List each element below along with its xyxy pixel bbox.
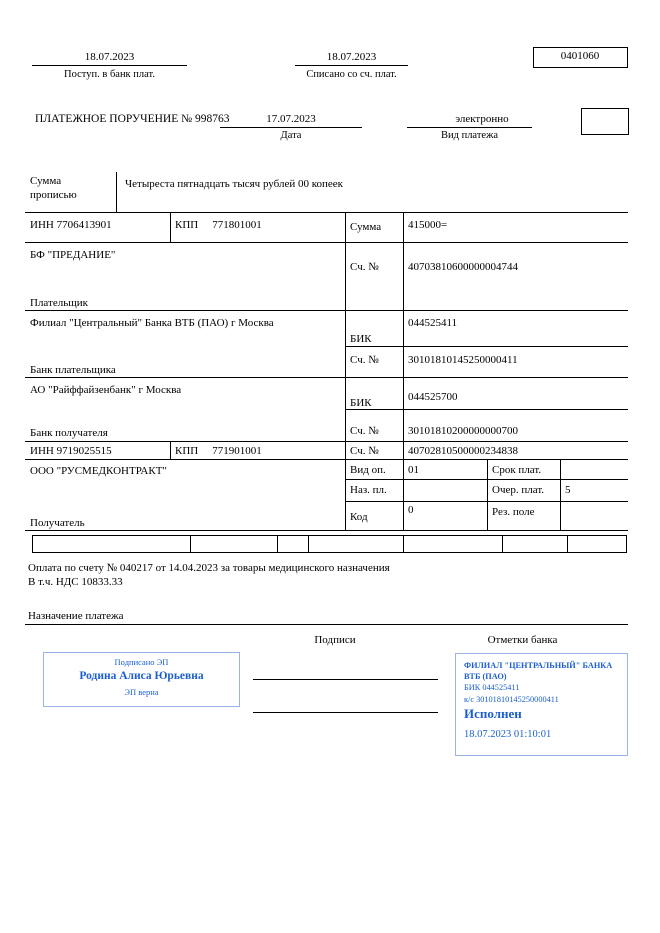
- res-field-label: Рез. поле: [492, 506, 535, 518]
- purpose-line-1: Оплата по счету № 040217 от 14.04.2023 за товары медицинского назначения: [28, 562, 390, 574]
- code-value: 0: [408, 504, 414, 516]
- bank-stamp-bank-line1: ФИЛИАЛ "ЦЕНТРАЛЬНЫЙ" БАНКА: [464, 661, 613, 670]
- payment-kind: электронно: [455, 113, 509, 125]
- table-line: [403, 536, 404, 552]
- bank-stamp: [455, 653, 628, 756]
- op-type-label: Вид оп.: [350, 464, 386, 476]
- payee-kpp-label: КПП: [175, 445, 199, 457]
- amount-words-label-2: прописью: [30, 189, 77, 201]
- payer-bank-account-label: Сч. №: [350, 354, 379, 366]
- table-line: [25, 459, 628, 460]
- table-line: [345, 346, 628, 347]
- payer-bank-bik: 044525411: [408, 317, 458, 329]
- table-line: [487, 459, 488, 531]
- signature-stamp-line3: ЭП верна: [124, 687, 159, 697]
- table-line: [25, 530, 628, 531]
- bank-stamp-bank-line2: ВТБ (ПАО): [464, 672, 507, 681]
- debited-date-label: Списано со сч. плат.: [306, 69, 397, 80]
- debited-date: 18.07.2023: [326, 51, 377, 63]
- purpose-line-2: В т.ч. НДС 10833.33: [28, 576, 123, 588]
- payer-inn: ИНН 7706413901: [30, 219, 112, 231]
- doc-date: 17.07.2023: [266, 113, 316, 125]
- payee-name: ООО "РУСМЕДКОНТРАКТ": [30, 465, 167, 477]
- payee-account: 40702810500000234838: [408, 445, 518, 457]
- signature-line-2: [253, 712, 438, 713]
- bank-stamp-bik: БИК 044525411: [464, 683, 520, 692]
- payer-bank-account: 30101810145250000411: [408, 354, 518, 366]
- payer-kpp-value: 771801001: [212, 219, 262, 231]
- payee-bank-bik-label: БИК: [350, 397, 372, 409]
- table-line: [308, 536, 309, 552]
- payment-order-title: ПЛАТЕЖНОЕ ПОРУЧЕНИЕ № 998763: [35, 113, 230, 125]
- payment-kind-underline: [407, 127, 532, 128]
- payee-kpp: [175, 445, 262, 458]
- received-date-underline: [32, 65, 187, 66]
- payer-bank-bik-label: БИК: [350, 333, 372, 345]
- signature-stamp: [43, 652, 240, 707]
- op-type-value: 01: [408, 464, 419, 476]
- payer-account: 40703810600000004744: [408, 261, 518, 273]
- bank-marks-label: Отметки банка: [487, 634, 558, 646]
- table-line: [403, 212, 404, 531]
- received-date: 18.07.2023: [84, 51, 135, 63]
- payer-account-label: Сч. №: [350, 261, 379, 273]
- received-date-label: Поступ. в банк плат.: [64, 69, 155, 80]
- payee-account-label: Сч. №: [350, 445, 379, 457]
- payment-kind-label: Вид платежа: [440, 130, 498, 141]
- payment-kind-box: [581, 108, 629, 135]
- table-line: [170, 212, 171, 242]
- amount-words: Четыреста пятнадцать тысяч рублей 00 копеек: [125, 178, 344, 190]
- payee-inn: ИНН 9719025515: [30, 445, 112, 457]
- sum-value: 415000=: [408, 219, 448, 231]
- form-code-box: [533, 47, 628, 68]
- bank-stamp-status: Исполнен: [464, 706, 522, 721]
- table-line: [277, 536, 278, 552]
- table-line: [25, 310, 628, 311]
- doc-date-underline: [220, 127, 362, 128]
- table-line: [560, 459, 561, 531]
- signatures-label: Подписи: [314, 634, 356, 646]
- naz-pl-label: Наз. пл.: [350, 484, 387, 496]
- signature-stamp-name: Родина Алиса Юрьевна: [79, 670, 204, 682]
- debited-date-underline: [295, 65, 408, 66]
- payee-bank-account-label: Сч. №: [350, 425, 379, 437]
- signature-line-1: [253, 679, 438, 680]
- payer-bank-name: Филиал "Центральный" Банка ВТБ (ПАО) г Москва: [30, 317, 274, 329]
- table-line: [25, 377, 628, 378]
- payee-bank-name: АО "Райффайзенбанк" г Москва: [30, 384, 182, 396]
- payer-bank-section-label: Банк плательщика: [30, 364, 116, 376]
- table-line: [116, 172, 117, 213]
- priority-value: 5: [565, 484, 571, 496]
- payer-section-label: Плательщик: [30, 297, 88, 309]
- table-line: [170, 441, 171, 460]
- form-code: 0401060: [560, 50, 600, 62]
- pay-term-label: Срок плат.: [492, 464, 542, 476]
- budget-marks-row: [32, 535, 627, 553]
- amount-words-label-1: Сумма: [30, 175, 62, 187]
- code-label: Код: [350, 511, 368, 523]
- bank-stamp-datetime: 18.07.2023 01:10:01: [464, 729, 552, 740]
- payer-kpp: [175, 219, 262, 232]
- purpose-label: Назначение платежа: [28, 610, 124, 622]
- table-line: [345, 212, 346, 531]
- doc-date-label: Дата: [280, 130, 302, 141]
- table-line: [567, 536, 568, 552]
- payer-kpp-label: КПП: [175, 219, 199, 231]
- payee-kpp-value: 771901001: [212, 445, 262, 457]
- priority-label: Очер. плат.: [492, 484, 545, 496]
- purpose-underline: [25, 624, 628, 625]
- table-line: [25, 242, 628, 243]
- payee-section-label: Получатель: [30, 517, 85, 529]
- table-line: [345, 409, 628, 410]
- bank-stamp-corr-account: к/с 30101810145250000411: [464, 695, 559, 704]
- payee-bank-bik: 044525700: [408, 391, 458, 403]
- signature-stamp-line1: Подписано ЭП: [114, 657, 169, 667]
- table-line: [190, 536, 191, 552]
- sum-label: Сумма: [350, 221, 382, 233]
- table-line: [25, 212, 628, 213]
- payee-bank-section-label: Банк получателя: [30, 427, 108, 439]
- table-line: [25, 441, 628, 442]
- payee-bank-account: 30101810200000000700: [408, 425, 518, 437]
- payer-name: БФ "ПРЕДАНИЕ": [30, 249, 116, 261]
- table-line: [502, 536, 503, 552]
